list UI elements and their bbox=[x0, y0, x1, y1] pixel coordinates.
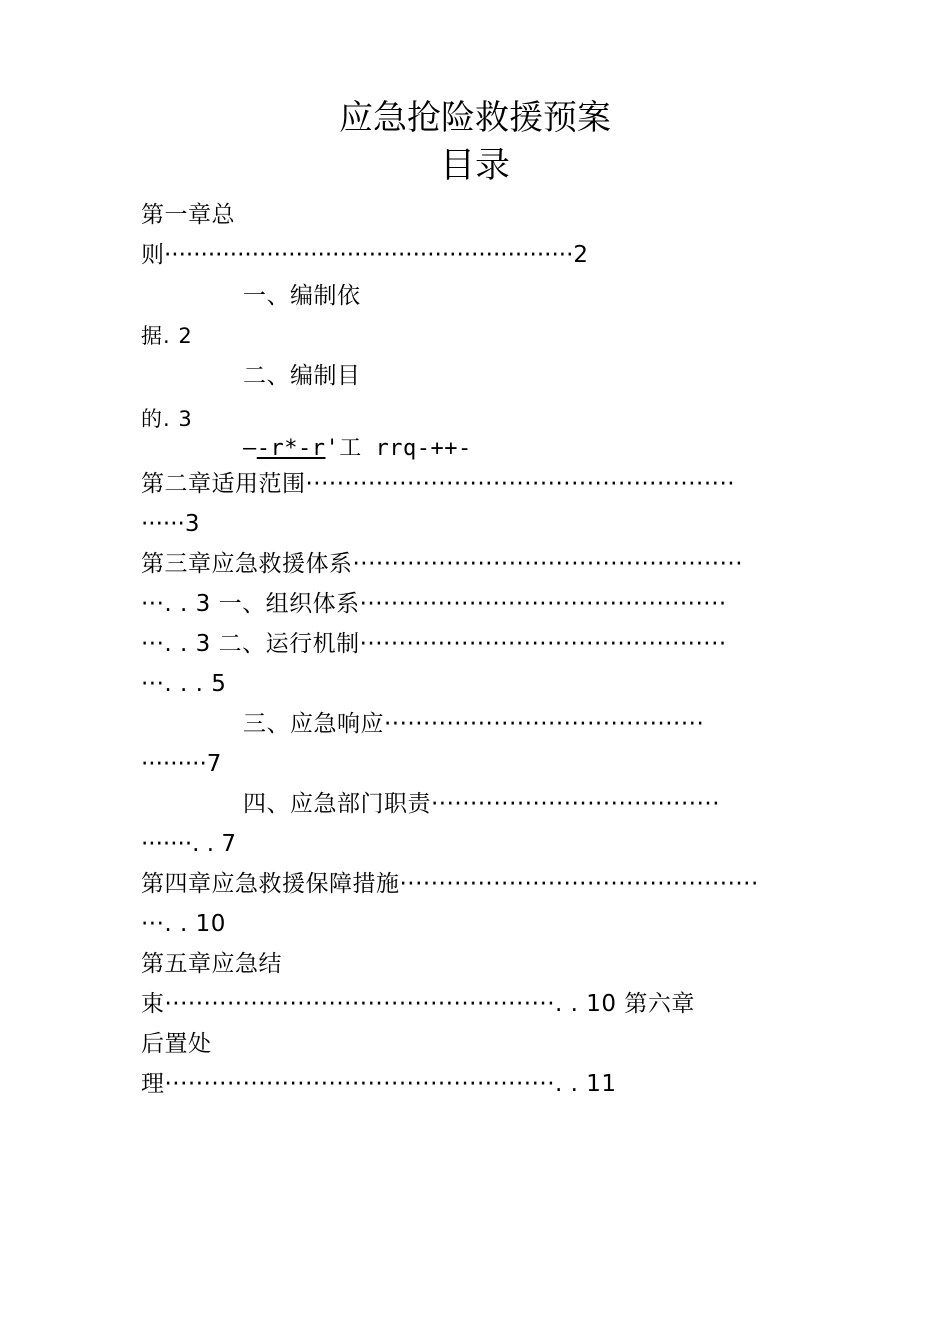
toc-line: ···. . 10 bbox=[141, 911, 226, 937]
toc-line: 束··················································. . 10 第六章 bbox=[141, 991, 695, 1017]
toc-line: 后置处 bbox=[141, 1031, 212, 1057]
toc-line: 第五章应急结 bbox=[141, 951, 282, 977]
toc-line: ···. . 3 一、组织体系··············································· bbox=[141, 591, 727, 617]
toc-line: 第一章总 bbox=[141, 202, 235, 228]
toc-line: ···. . 3 二、运行机制··············································· bbox=[141, 631, 727, 657]
toc-line: ·········7 bbox=[141, 751, 222, 777]
toc-line: 第四章应急救援保障措施·············································· bbox=[141, 871, 759, 897]
toc-line: 的. 3 bbox=[141, 407, 193, 431]
toc-line: 四、应急部门职责····································· bbox=[243, 791, 721, 817]
toc-line: 第三章应急救援体系·················································· bbox=[141, 551, 744, 577]
toc-line: 第二章适用范围······················································· bbox=[141, 471, 736, 497]
garbled-tail: '工 rrq-++- bbox=[325, 436, 472, 461]
document-title: 应急抢险救援预案 bbox=[339, 98, 611, 138]
toc-line: 三、应急响应········································· bbox=[243, 711, 705, 737]
toc-line: 理··················································. . 11 bbox=[141, 1071, 617, 1097]
toc-line: 一、编制依 bbox=[243, 283, 361, 309]
toc-line: ·······. . 7 bbox=[141, 831, 237, 857]
garbled-underlined: -r*-r bbox=[256, 436, 326, 461]
toc-line: 二、编制目 bbox=[243, 363, 361, 389]
garbled-dash: — bbox=[243, 436, 257, 461]
toc-line: ······3 bbox=[141, 511, 200, 537]
toc-line-garbled bbox=[243, 434, 472, 464]
toc-line: 则························································2 bbox=[141, 242, 589, 268]
toc-line: ···. . . 5 bbox=[141, 671, 227, 697]
toc-line: 据. 2 bbox=[141, 324, 193, 348]
toc-heading: 目录 bbox=[439, 146, 510, 186]
